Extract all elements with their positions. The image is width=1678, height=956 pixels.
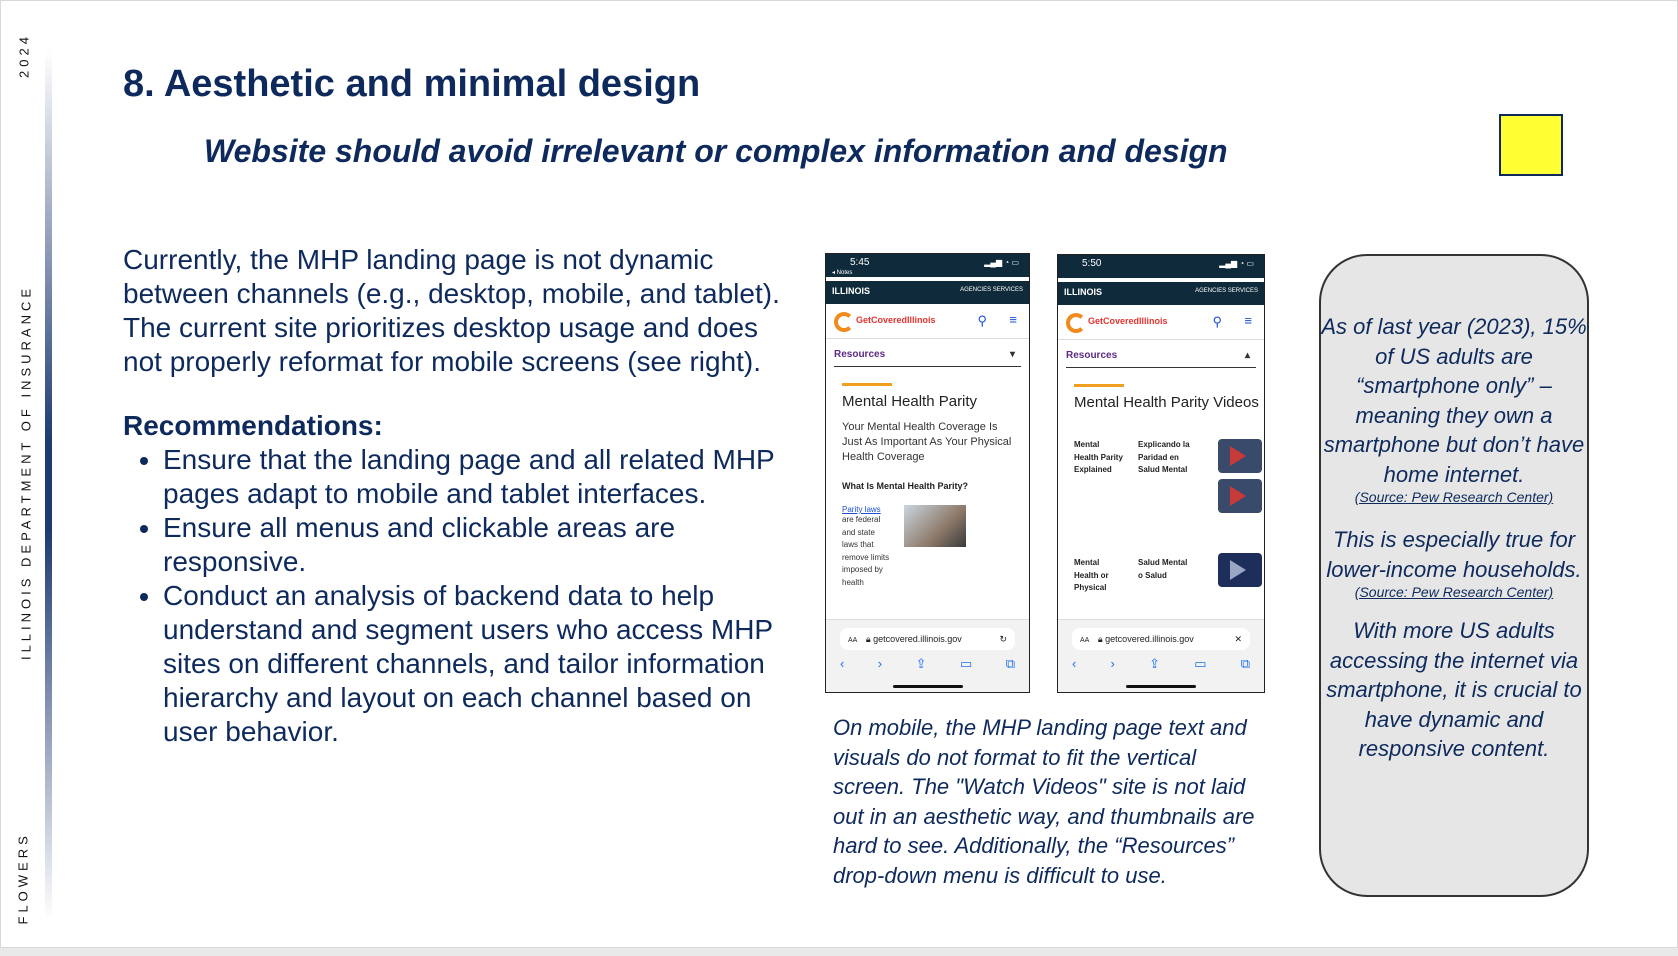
bottom-strip	[0, 948, 1678, 956]
reload-icon: ↻	[999, 634, 1007, 644]
video-title-es: Explicando la Paridad en Salud Mental	[1138, 440, 1190, 474]
illinois-bar	[1058, 282, 1264, 305]
menu-icon: ≡	[1244, 313, 1252, 328]
intro-paragraph: Currently, the MHP landing page is not dynamic between channels (e.g., desktop, mobile, and tablet). The current site prioritizes desktop usage and does not properly reformat for mobile screens (see right).	[123, 244, 780, 377]
recommendations-heading: Recommendations:	[123, 410, 383, 441]
status-time: 5:45	[850, 257, 870, 268]
phone-question: What Is Mental Health Parity?	[842, 481, 969, 491]
notes-back-link: ◂ Notes	[832, 270, 853, 276]
highlight-square	[1499, 114, 1563, 176]
status-bar	[826, 254, 1029, 277]
status-time: 5:50	[1082, 258, 1102, 269]
forward-icon: ›	[1110, 656, 1115, 671]
orange-accent-line	[1074, 384, 1124, 387]
video-row	[1074, 439, 1264, 557]
video-title-en: Mental Health Parity Explained	[1074, 440, 1123, 474]
stat-lower-income: This is especially true for lower-income households.	[1326, 527, 1582, 582]
play-icon	[1230, 560, 1246, 580]
share-icon: ⇪	[915, 656, 927, 671]
lock-icon: 🔒︎	[865, 634, 871, 644]
getcovered-logo-icon	[1066, 313, 1086, 333]
getcovered-logo-text: GetCoveredIllinois	[1088, 316, 1168, 326]
slide-subtitle: Website should avoid irrelevant or complex information and design	[204, 133, 1228, 169]
status-bar	[1058, 255, 1264, 278]
list-item: • Ensure that the landing page and all related MHP pages adapt to mobile and tablet interfaces.	[163, 443, 793, 511]
url-text: getcovered.illinois.gov	[873, 634, 962, 644]
parity-content	[842, 505, 1029, 605]
counseling-photo	[904, 505, 966, 547]
phones-caption: On mobile, the MHP landing page text and visuals do not format to fit the vertical screen. The "Watch Videos" site is not laid out in an aesthetic way, and thumbnails are hard to see. Additionally, the “Resources” drop-down menu is difficult to use.	[833, 715, 1255, 888]
slide-title: 8. Aesthetic and minimal design	[123, 63, 701, 105]
text-size-label: AA	[848, 637, 858, 644]
resources-dropdown	[834, 349, 1021, 367]
url-field	[1072, 628, 1250, 650]
video-title-en: Mental Health or Physical	[1074, 558, 1109, 592]
site-header	[1058, 305, 1264, 340]
list-item: • Ensure all menus and clickable areas are responsive.	[163, 511, 793, 579]
bookmarks-icon: ▭	[1194, 656, 1207, 671]
resources-dropdown	[1066, 350, 1256, 368]
phone-heading: Mental Health Parity	[842, 393, 978, 410]
browser-nav	[1072, 656, 1250, 672]
source-citation: (Source: Pew Research Center)	[1354, 584, 1554, 600]
video-row	[1074, 557, 1264, 627]
getcovered-logo-icon	[834, 312, 854, 332]
department-label: ILLINOIS DEPARTMENT OF INSURANCE	[18, 284, 34, 661]
agency-links: AGENCIES SERVICES	[960, 287, 1023, 293]
body-text	[123, 243, 793, 749]
parity-laws-link: Parity laws	[842, 505, 881, 514]
bookmarks-icon: ▭	[959, 656, 973, 671]
site-header	[826, 304, 1029, 339]
close-icon: ✕	[1234, 634, 1242, 644]
video-title-es: Salud Mental o Salud	[1138, 558, 1188, 580]
phone-subheading: Your Mental Health Coverage Is Just As Important As Your Physical Health Coverage	[842, 421, 1012, 463]
recommendations-list	[123, 443, 793, 749]
stat-callout	[1319, 254, 1589, 897]
year-label: 2024	[16, 33, 32, 78]
side-accent-bar	[45, 51, 52, 921]
getcovered-logo-text: GetCoveredIllinois	[856, 315, 936, 325]
illinois-brand: ILLINOIS	[832, 286, 870, 296]
search-icon: ⚲	[977, 313, 987, 328]
video-thumbnail	[1218, 439, 1262, 473]
illinois-bar	[826, 281, 1029, 304]
video-thumbnail	[1218, 553, 1262, 587]
back-icon: ‹	[1072, 656, 1077, 671]
tabs-icon: ⧉	[1005, 656, 1015, 671]
play-icon	[1230, 446, 1246, 466]
resources-label: Resources	[1066, 350, 1118, 361]
stat-conclusion: With more US adults accessing the internet via smartphone, it is crucial to have dynamic and responsive content.	[1326, 618, 1582, 761]
source-citation: (Source: Pew Research Center)	[1354, 489, 1554, 505]
browser-bar	[826, 619, 1029, 692]
share-icon: ⇪	[1149, 656, 1160, 671]
signal-icon: ▂▄▆ ◔ ▭	[984, 258, 1019, 267]
tabs-icon: ⧉	[1240, 656, 1250, 671]
play-icon	[1230, 486, 1246, 506]
video-thumbnail	[1218, 479, 1262, 513]
phone-screenshot-videos	[1057, 254, 1265, 693]
orange-accent-line	[842, 383, 892, 386]
back-icon: ‹	[840, 656, 845, 671]
browser-nav	[840, 656, 1015, 672]
home-indicator	[893, 685, 963, 688]
browser-bar	[1058, 619, 1264, 692]
stat-smartphone-only: As of last year (2023), 15% of US adults are “smartphone only” – meaning they own a smartphone but don’t have home internet.	[1321, 314, 1587, 487]
illinois-brand: ILLINOIS	[1064, 287, 1102, 297]
phone-screenshot-landing	[825, 253, 1030, 693]
signal-icon: ▂▄▆ ◔ ▭	[1219, 259, 1254, 268]
caret-icon: ▾	[1009, 349, 1015, 360]
list-item: • Conduct an analysis of backend data to help understand and segment users who access MHP sites on different channels, and tailor information hierarchy and layout on each channel based on user behavior.	[163, 579, 793, 749]
search-icon: ⚲	[1212, 314, 1222, 329]
menu-icon: ≡	[1009, 312, 1017, 327]
caret-icon: ▴	[1244, 350, 1250, 361]
agency-links: AGENCIES SERVICES	[1195, 288, 1258, 294]
url-text: getcovered.illinois.gov	[1105, 634, 1194, 644]
resources-label: Resources	[834, 349, 886, 360]
lock-icon: 🔒︎	[1097, 634, 1103, 644]
text-size-label: AA	[1080, 637, 1090, 644]
brand-label: FLOWERS	[15, 832, 31, 925]
home-indicator	[1126, 685, 1196, 688]
forward-icon: ›	[877, 656, 883, 671]
url-field	[840, 628, 1015, 650]
phone-heading: Mental Health Parity Videos	[1074, 394, 1259, 411]
parity-text: are federal and state laws that remove limits imposed by health	[842, 515, 890, 587]
